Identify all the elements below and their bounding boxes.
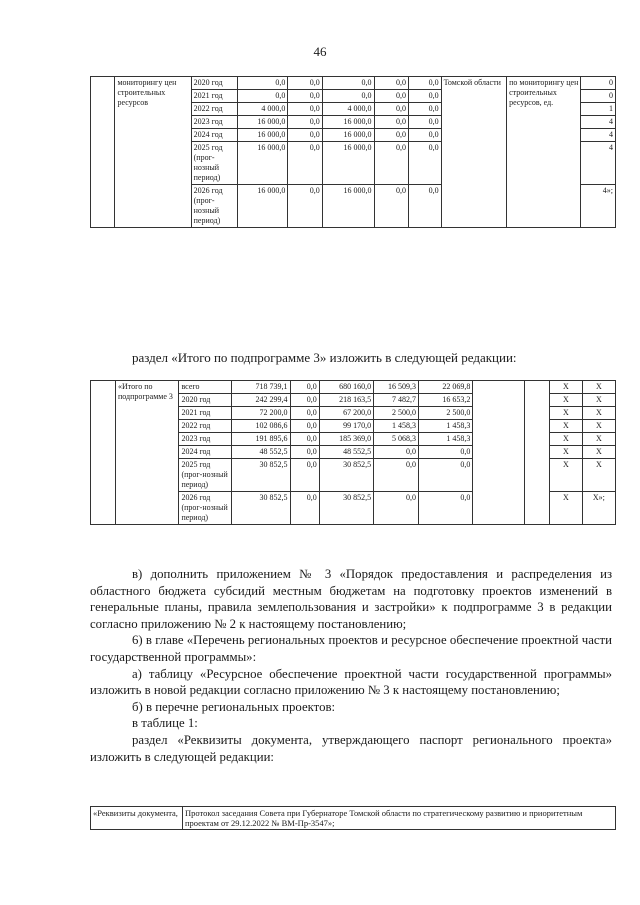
table-cell: 2 500,0 bbox=[374, 407, 419, 420]
table-cell: 4 bbox=[581, 142, 616, 185]
subprogram-total-table bbox=[90, 380, 616, 525]
table-cell bbox=[473, 381, 525, 525]
table-cell: 1 458,3 bbox=[419, 420, 473, 433]
table-cell: 0,0 bbox=[419, 492, 473, 525]
table-cell: 0,0 bbox=[374, 459, 419, 492]
table-cell: 2021 год bbox=[191, 90, 238, 103]
table-cell: 30 852,5 bbox=[232, 459, 290, 492]
table-cell: 2023 год bbox=[179, 433, 232, 446]
table-cell: 0,0 bbox=[409, 185, 442, 228]
table-cell: 0,0 bbox=[419, 446, 473, 459]
table-cell: 185 369,0 bbox=[319, 433, 373, 446]
paragraph: 6) в главе «Перечень региональных проектов и ресурсное обеспечение проектной части государственной программы»: bbox=[90, 633, 612, 664]
table-cell: 0,0 bbox=[290, 381, 319, 394]
table-cell: 0,0 bbox=[290, 420, 319, 433]
table-cell: 0,0 bbox=[290, 407, 319, 420]
table-cell: 16 000,0 bbox=[238, 185, 288, 228]
table-cell bbox=[91, 77, 115, 228]
table-cell: Х bbox=[549, 381, 582, 394]
table-cell: 2022 год bbox=[179, 420, 232, 433]
table-cell: 0,0 bbox=[374, 492, 419, 525]
table-cell: по мониторингу цен строительных ресурсов, ед. bbox=[507, 77, 581, 228]
table-cell: 4 bbox=[581, 116, 616, 129]
table-cell: 0,0 bbox=[288, 90, 322, 103]
table-cell: 72 200,0 bbox=[232, 407, 290, 420]
table-cell: 0,0 bbox=[322, 90, 374, 103]
table-cell: Х bbox=[549, 446, 582, 459]
table-cell: 0,0 bbox=[288, 77, 322, 90]
table-cell: мониторингу цен строительных ресурсов bbox=[115, 77, 191, 228]
table-cell: 0,0 bbox=[419, 459, 473, 492]
page-number: 46 bbox=[313, 44, 327, 59]
table-cell: 0,0 bbox=[290, 394, 319, 407]
table-cell: 0,0 bbox=[238, 90, 288, 103]
table-cell: 680 160,0 bbox=[319, 381, 373, 394]
table-cell: 0,0 bbox=[238, 77, 288, 90]
table-cell: Х bbox=[582, 433, 615, 446]
table-cell: 0,0 bbox=[290, 492, 319, 525]
table-cell: 0,0 bbox=[409, 129, 442, 142]
requisites-label: «Реквизиты документа, bbox=[91, 807, 183, 830]
table-cell: 0,0 bbox=[374, 77, 408, 90]
table-cell: 22 069,8 bbox=[419, 381, 473, 394]
paragraph: а) таблицу «Ресурсное обеспечение проектной части государственной программы» изложить в новой редакции согласно приложению № 3 к настоящему постановлению; bbox=[90, 666, 612, 698]
table-cell: Х bbox=[549, 459, 582, 492]
table-cell: 16 653,2 bbox=[419, 394, 473, 407]
table-cell: 1 458,3 bbox=[419, 433, 473, 446]
table-cell: 16 000,0 bbox=[238, 116, 288, 129]
table-cell: 30 852,5 bbox=[319, 492, 373, 525]
table-row bbox=[91, 381, 616, 394]
table-cell: 0,0 bbox=[374, 129, 408, 142]
table-cell: 2026 год (прог-нозный период) bbox=[191, 185, 238, 228]
table-cell: 0,0 bbox=[288, 116, 322, 129]
table-cell: 30 852,5 bbox=[232, 492, 290, 525]
table-cell: 16 000,0 bbox=[238, 129, 288, 142]
table-cell: 99 170,0 bbox=[319, 420, 373, 433]
table-cell: 16 000,0 bbox=[322, 142, 374, 185]
table-cell: 2023 год bbox=[191, 116, 238, 129]
table-cell: 0,0 bbox=[374, 90, 408, 103]
table-cell: 0,0 bbox=[322, 77, 374, 90]
table-cell: 16 509,3 bbox=[374, 381, 419, 394]
table-cell: 2022 год bbox=[191, 103, 238, 116]
table-cell: 2021 год bbox=[179, 407, 232, 420]
table-cell: Х bbox=[582, 420, 615, 433]
table-cell: 2026 год (прог-нозный период) bbox=[179, 492, 232, 525]
caption-text: раздел «Итого по подпрограмме 3» изложить в следующей редакции: bbox=[132, 350, 517, 365]
table-cell: 0,0 bbox=[409, 103, 442, 116]
table-cell: 0,0 bbox=[409, 116, 442, 129]
table-cell: 30 852,5 bbox=[319, 459, 373, 492]
table-cell: 0,0 bbox=[374, 103, 408, 116]
table-cell: Х bbox=[582, 446, 615, 459]
table-cell: 0,0 bbox=[290, 433, 319, 446]
table-cell bbox=[524, 381, 549, 525]
table-cell: 1 bbox=[581, 103, 616, 116]
table-cell: 4»; bbox=[581, 185, 616, 228]
table-cell: 0,0 bbox=[374, 185, 408, 228]
table-cell: 16 000,0 bbox=[238, 142, 288, 185]
table-cell: Х bbox=[549, 433, 582, 446]
table-cell: 0 bbox=[581, 77, 616, 90]
table-cell: 0,0 bbox=[374, 142, 408, 185]
table-cell: Х bbox=[582, 407, 615, 420]
table-cell: 0,0 bbox=[288, 185, 322, 228]
table-cell: 16 000,0 bbox=[322, 116, 374, 129]
table-cell: 4 bbox=[581, 129, 616, 142]
paragraph: раздел «Реквизиты документа, утверждающего паспорт регионального проекта» изложить в следующей редакции: bbox=[90, 732, 612, 764]
requisites-table bbox=[90, 806, 616, 830]
table-cell: 102 086,6 bbox=[232, 420, 290, 433]
table-cell: 2024 год bbox=[179, 446, 232, 459]
table-cell: 0,0 bbox=[409, 77, 442, 90]
table-cell: 0,0 bbox=[374, 446, 419, 459]
table-cell: Х bbox=[549, 394, 582, 407]
table-cell: 4 000,0 bbox=[322, 103, 374, 116]
body-text bbox=[90, 566, 612, 765]
table-cell: 48 552,5 bbox=[232, 446, 290, 459]
table-cell: Х bbox=[582, 381, 615, 394]
table-cell: 242 299,4 bbox=[232, 394, 290, 407]
subprogram-table-fragment bbox=[90, 76, 616, 228]
table-cell: 2024 год bbox=[191, 129, 238, 142]
table-cell: Х bbox=[549, 407, 582, 420]
table-cell: 0,0 bbox=[374, 116, 408, 129]
table-cell: Х bbox=[582, 394, 615, 407]
table-row bbox=[91, 77, 616, 90]
table-cell: 0 bbox=[581, 90, 616, 103]
table-cell: 2025 год (прог-нозный период) bbox=[191, 142, 238, 185]
table-cell: «Итого по подпрограмме 3 bbox=[115, 381, 179, 525]
paragraph: б) в перечне региональных проектов: bbox=[132, 699, 336, 714]
table-cell: Х bbox=[549, 492, 582, 525]
paragraph: в) дополнить приложением № 3 «Порядок предоставления и распределения из областного бюджета субсидий местным бюджетам на подготовку проектов изменений в генеральные планы, правила землепользования и застройки» к подпрограмме 3 в редакции согласно приложению № 2 к настоящему постановлению; bbox=[90, 567, 612, 631]
table-cell: 48 552,5 bbox=[319, 446, 373, 459]
table-cell: 0,0 bbox=[409, 90, 442, 103]
table-cell: 0,0 bbox=[288, 129, 322, 142]
table-cell: 2020 год bbox=[179, 394, 232, 407]
table-cell: 0,0 bbox=[290, 459, 319, 492]
table-cell: 4 000,0 bbox=[238, 103, 288, 116]
table-cell: 2020 год bbox=[191, 77, 238, 90]
table-cell: 16 000,0 bbox=[322, 185, 374, 228]
table-cell: 1 458,3 bbox=[374, 420, 419, 433]
table-cell: 5 068,3 bbox=[374, 433, 419, 446]
table-cell: 218 163,5 bbox=[319, 394, 373, 407]
table-cell: 191 895,6 bbox=[232, 433, 290, 446]
requisites-value: Протокол заседания Совета при Губернаторе Томской области по стратегическому развитию и приоритетным проектам от 29.12.2022 № ВМ-Пр-3547»; bbox=[183, 807, 616, 830]
table-cell: Х bbox=[549, 420, 582, 433]
table-cell: 718 739,1 bbox=[232, 381, 290, 394]
table-cell: 2 500,0 bbox=[419, 407, 473, 420]
table-cell: 0,0 bbox=[288, 142, 322, 185]
table-cell: 7 482,7 bbox=[374, 394, 419, 407]
table-cell: Х»; bbox=[582, 492, 615, 525]
table-cell: 16 000,0 bbox=[322, 129, 374, 142]
table-cell: 0,0 bbox=[409, 142, 442, 185]
table-cell: 0,0 bbox=[290, 446, 319, 459]
paragraph: в таблице 1: bbox=[132, 716, 198, 731]
table-cell: Х bbox=[582, 459, 615, 492]
table-cell: 67 200,0 bbox=[319, 407, 373, 420]
table-cell: 2025 год (прог-нозный период) bbox=[179, 459, 232, 492]
table-cell: Томской области bbox=[441, 77, 507, 228]
table-cell: 0,0 bbox=[288, 103, 322, 116]
table-cell bbox=[91, 381, 116, 525]
table-cell: всего bbox=[179, 381, 232, 394]
